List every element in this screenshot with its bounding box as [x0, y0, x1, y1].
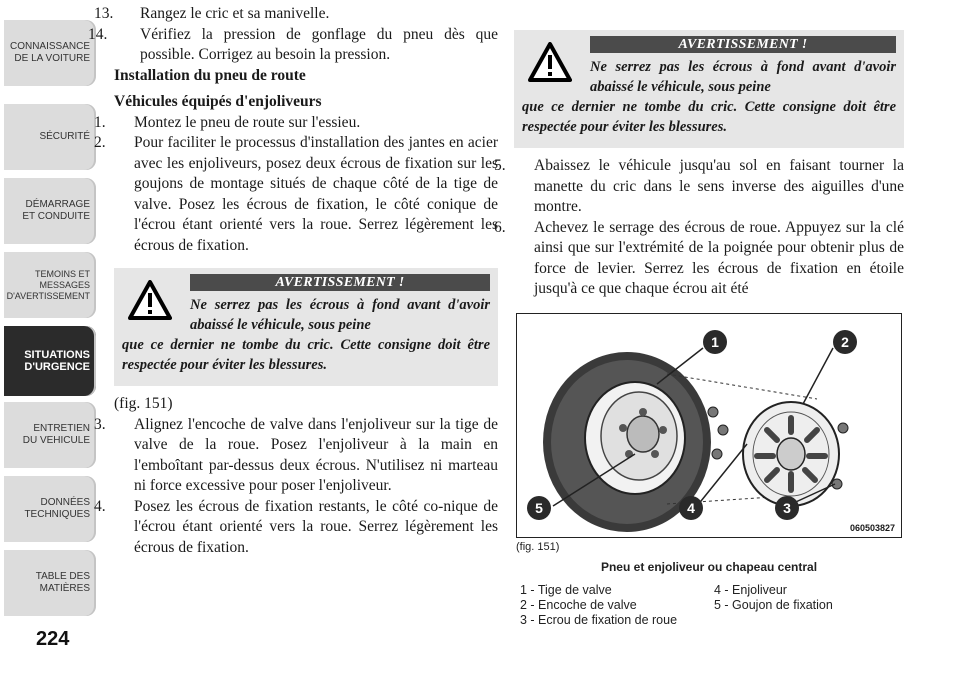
- warning-triangle-icon: [528, 42, 572, 82]
- right-column: [494, 30, 904, 300]
- legend-item: 4 - Enjoliveur: [714, 583, 787, 597]
- figure-wheel-hubcap: [516, 313, 902, 538]
- tab-connaissance[interactable]: CONNAISSANCE DE LA VOITURE: [4, 20, 96, 86]
- tab-situations-urgence[interactable]: SITUATIONS D'URGENCE: [4, 326, 96, 396]
- tab-donnees[interactable]: DONNÉES TECHNIQUES: [4, 476, 96, 542]
- tab-demarrage[interactable]: DÉMARRAGE ET CONDUITE: [4, 178, 96, 244]
- warning-title: AVERTISSEMENT !: [190, 274, 490, 291]
- legend-col-right: [714, 583, 904, 613]
- chapter-sidebar: [0, 0, 100, 678]
- warning-title: AVERTISSEMENT !: [590, 36, 896, 53]
- legend-item: 1 - Tige de valve: [520, 583, 612, 597]
- step-1: 1. Montez le pneu de route sur l'essieu.: [94, 113, 361, 131]
- step-3: 3. Alignez l'encoche de valve dans l'enjoliveur sur la tige de valve de la roue. Posez l'enjoliveur à la main en l'emboîtant par-dessus deux écrous. N'utilisez ni marteau ni force excessive pour poser l'enjoliveur.: [94, 415, 498, 494]
- figure-caption: Pneu et enjoliveur ou chapeau central: [600, 560, 818, 574]
- legend-item: 2 - Encoche de valve: [520, 598, 637, 612]
- heading-installation: Installation du pneu de route: [114, 66, 306, 84]
- callout-3: 3: [775, 496, 799, 520]
- callout-1: 1: [703, 330, 727, 354]
- warning-triangle-icon: [128, 280, 172, 320]
- left-column: [88, 4, 498, 558]
- warning-box-left: [114, 268, 498, 386]
- tab-temoins[interactable]: TEMOINS ET MESSAGES D'AVERTISSEMENT: [4, 252, 96, 318]
- callout-2: 2: [833, 330, 857, 354]
- callout-4: 4: [679, 496, 703, 520]
- fig-reference: (fig. 151): [114, 395, 173, 412]
- step-6: 6. Achevez le serrage des écrous de roue. Appuyez sur la clé ainsi que sur l'extrémité de la poignée pour obtenir plus de force de levier. Serrez les écrous de fixation en étoile jusqu'à ce que chaque écrou ait été: [494, 218, 904, 297]
- page-number: 224: [36, 628, 70, 650]
- step-13: 13. Rangez le cric et sa manivelle.: [94, 5, 330, 22]
- step-5: 5. Abaissez le véhicule jusqu'au sol en faisant tourner la manette du cric dans le sens inverse des aiguilles d'une montre.: [494, 157, 904, 215]
- legend-item: 3 - Ecrou de fixation de roue: [520, 613, 678, 627]
- callout-5: 5: [527, 496, 551, 520]
- legend-col-left: [520, 583, 690, 628]
- warning-box-right: [514, 30, 904, 148]
- tab-securite[interactable]: SÉCURITÉ: [4, 104, 96, 170]
- step-14: 14. Vérifiez la pression de gonflage du pneu dès que possible. Corrigez au besoin la pression.: [88, 25, 498, 63]
- figure-code: 060503827: [849, 523, 895, 533]
- tab-entretien[interactable]: ENTRETIEN DU VEHICULE: [4, 402, 96, 468]
- heading-enjoliveurs: Véhicules équipés d'enjoliveurs: [114, 93, 322, 110]
- warning-text: Ne serrez pas les écrous à fond avant d'avoir abaissé le véhicule, sous peine que ce dernier ne tombe du cric. Cette consigne doit être respectée pour éviter les blessures.: [122, 297, 490, 373]
- figure-label: (fig. 151): [516, 541, 560, 553]
- step-4: 4. Posez les écrous de fixation restants, le côté co-nique de l'écrou étant orienté vers la roue. Serrez légèrement les écrous de fixation.: [94, 497, 498, 556]
- warning-text: Ne serrez pas les écrous à fond avant d'avoir abaissé le véhicule, sous peine que ce dernier ne tombe du cric. Cette consigne doit être respectée pour éviter les blessures.: [522, 59, 896, 135]
- legend-item: 5 - Goujon de fixation: [714, 598, 833, 612]
- tab-table-matieres[interactable]: TABLE DES MATIÈRES: [4, 550, 96, 616]
- step-2: 2. Pour faciliter le processus d'installation des jantes en acier avec les enjoliveurs, posez deux écrous de fixation sur les goujons de montage situés de chaque côté de la tige de valve. Posez les écrous de fixation, le côté conique de l'écrou étant orienté vers la roue. Serrez légèrement les écrous de fixation.: [94, 134, 498, 254]
